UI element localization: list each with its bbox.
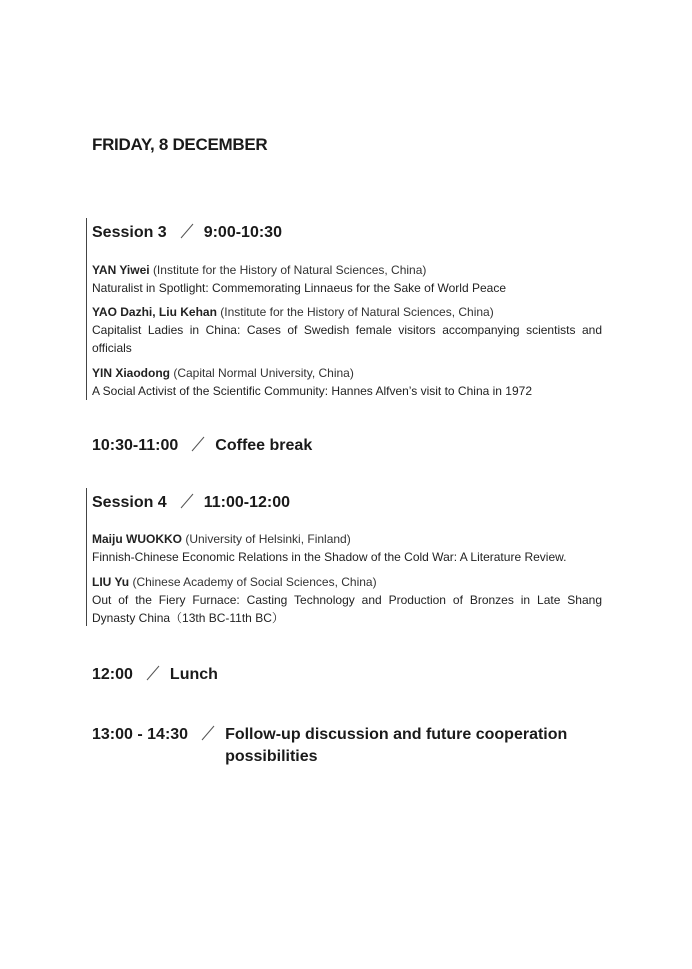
followup-label (225, 724, 567, 768)
talk-affiliation: (University of Helsinki, Finland) (185, 532, 351, 546)
talk-affiliation: (Institute for the History of Natural Sciences, China) (220, 305, 494, 319)
coffee-break-time: 10:30-11:00 (92, 437, 179, 454)
followup-heading (92, 724, 567, 768)
slash-separator-icon (200, 725, 216, 741)
session-3-time: 9:00-10:30 (203, 224, 282, 241)
coffee-break-label: Coffee break (215, 437, 313, 454)
session-4-time: 11:00-12:00 (203, 494, 290, 511)
talk-item (92, 261, 602, 297)
session-4-label: Session 4 (92, 494, 167, 511)
lunch-heading (92, 665, 218, 684)
slash-separator-icon (190, 436, 206, 452)
talk-speaker: YIN Xiaodong (92, 366, 170, 380)
talk-title: Finnish-Chinese Economic Relations in the Shadow of the Cold War: A Literature Review. (92, 550, 567, 564)
session-3-label: Session 3 (92, 224, 167, 241)
followup-label-line1: Follow-up discussion and future cooperation (225, 726, 568, 743)
slash-separator-icon (179, 493, 195, 509)
talk-title: Out of the Fiery Furnace: Casting Technology and Production of Bronzes in Late Shang Dynasty China（13th BC-11th BC） (92, 593, 602, 625)
session-4-heading (92, 493, 290, 512)
talk-item (92, 303, 602, 357)
session-3-heading (92, 223, 282, 242)
talk-affiliation: (Institute for the History of Natural Sciences, China) (152, 263, 427, 277)
talk-item (92, 530, 602, 566)
talk-title: Naturalist in Spotlight: Commemorating Linnaeus for the Sake of World Peace (92, 281, 506, 295)
day-title: FRIDAY, 8 DECEMBER (92, 135, 268, 154)
talk-title: Capitalist Ladies in China: Cases of Swedish female visitors accompanying scientists and officials (92, 323, 602, 355)
talk-title: A Social Activist of the Scientific Community: Hannes Alfven’s visit to China in 1972 (92, 384, 532, 398)
talk-item (92, 364, 602, 400)
talk-speaker: LIU Yu (92, 575, 130, 589)
lunch-label: Lunch (169, 666, 218, 683)
followup-time: 13:00 - 14:30 (92, 726, 189, 743)
followup-label-line2: possibilities (225, 748, 318, 765)
slash-separator-icon (145, 665, 161, 681)
talk-affiliation: (Capital Normal University, China) (173, 366, 354, 380)
talk-speaker: YAO Dazhi, Liu Kehan (92, 305, 217, 319)
talk-affiliation: (Chinese Academy of Social Sciences, China) (132, 575, 377, 589)
talk-item (92, 573, 602, 627)
talk-speaker: Maiju WUOKKO (92, 532, 182, 546)
coffee-break-heading (92, 436, 312, 455)
talk-speaker: YAN Yiwei (92, 263, 150, 277)
slash-separator-icon (179, 223, 195, 239)
lunch-time: 12:00 (92, 666, 133, 683)
